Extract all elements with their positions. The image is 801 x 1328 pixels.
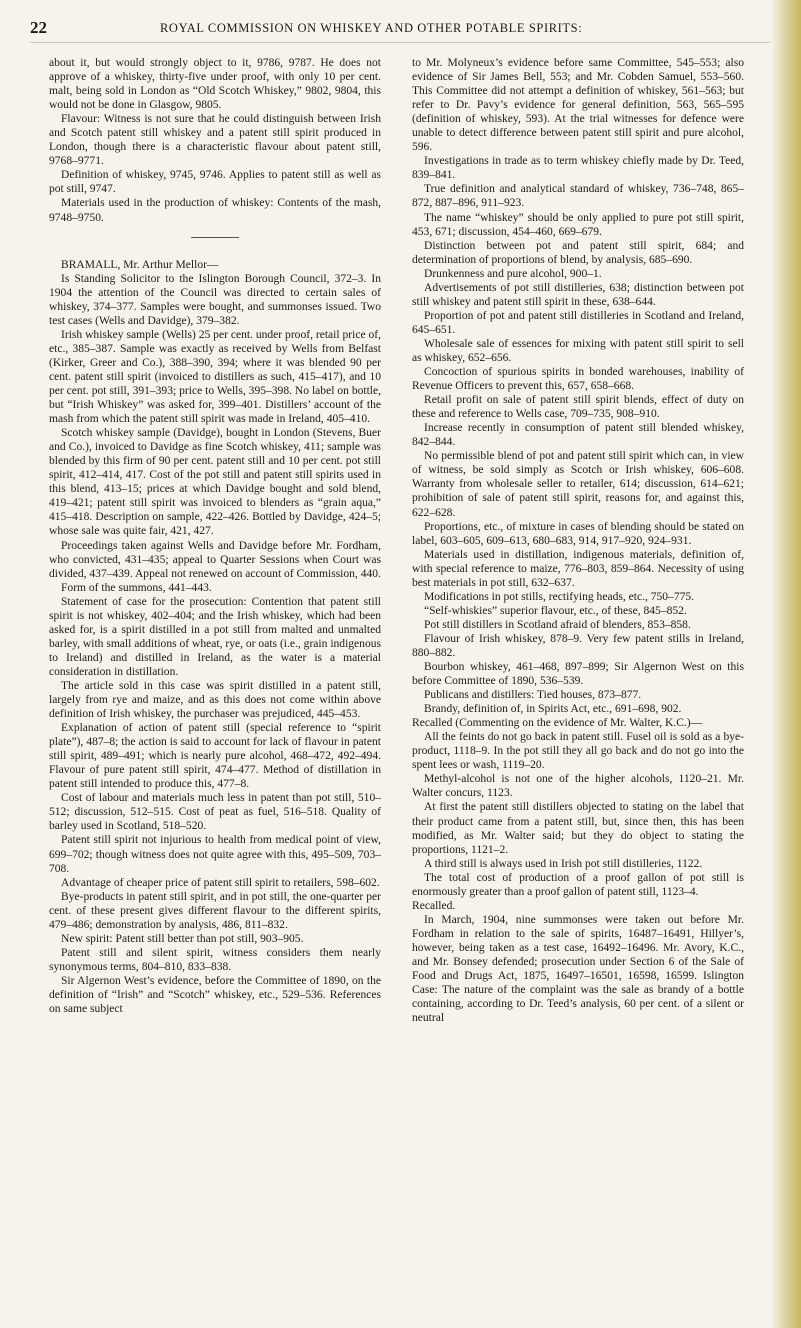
index-entry: Recalled (Commenting on the evidence of Mr. Walter, K.C.)—: [412, 717, 703, 730]
index-entry: True definition and analytical standard of whiskey, 736–748, 865–872, 887–896, 911–923.: [412, 183, 744, 210]
index-entry: Materials used in distillation, indigenous materials, definition of, with special reference to maize, 776–803, 859–864. Necessity of using best materials in pot still, 632–637.: [412, 548, 744, 589]
index-entry: Wholesale sale of essences for mixing with patent still spirit to sell as whiskey, 652–656.: [412, 337, 744, 364]
page-number: 22: [30, 18, 47, 37]
index-entry: Statement of case for the prosecution: Contention that patent still spirit is not whiskey, 402–404; and the Irish whiskey, which had been asked for, is a spirit distilled in a pot still from malted and unmalted barley, with small additions of wheat, rye, or oats (i.e., grain indigenous to Ireland) and distilled in Ireland, as the water is a material consideration in distillation.: [49, 595, 381, 678]
index-entry: Bye-products in patent still spirit, and in pot still, the one-quarter per cent. of these present gives different flavour to the different spirits, 479–486; demonstration by analysis, 486, 811–832.: [49, 890, 381, 931]
index-entry: Proportions, etc., of mixture in cases of blending should be stated on label, 603–605, 609–613, 680–683, 914, 917–920, 924–931.: [412, 520, 744, 547]
index-entry: Modifications in pot stills, rectifying heads, etc., 750–775.: [424, 590, 695, 603]
index-entry: Bourbon whiskey, 461–468, 897–899; Sir Algernon West on this before Committee of 1890, 536–539.: [412, 661, 744, 688]
index-entry: Sir Algernon West’s evidence, before the Committee of 1890, on the definition of “Irish” and “Scotch” whiskey, etc., 529–536. References on same subject: [49, 974, 381, 1016]
index-entry: Concoction of spurious spirits in bonded warehouses, inability of Revenue Officers to prevent this, 657, 658–668.: [412, 366, 744, 393]
index-entry: Brandy, definition of, in Spirits Act, etc., 691–698, 902.: [424, 703, 682, 716]
index-entry: A third still is always used in Irish pot still distilleries, 1122.: [424, 857, 703, 870]
index-entry: Patent still and silent spirit, witness considers them nearly synonymous terms, 804–810, 833–838.: [49, 946, 381, 973]
index-entry: “Self-whiskies” superior flavour, etc., of these, 845–852.: [424, 604, 687, 617]
index-entry: Drunkenness and pure alcohol, 900–1.: [424, 267, 602, 280]
index-entry: Advertisements of pot still distilleries, 638; distinction between pot still whiskey and patent still spirit in these, 638–644.: [412, 281, 744, 308]
index-entry: Patent still spirit not injurious to health from medical point of view, 699–702; though witness does not quite agree with this, 495–509, 703–708.: [49, 834, 381, 875]
witness-heading: BRAMALL, Mr. Arthur Mellor—: [61, 258, 219, 271]
index-entry: Advantage of cheaper price of patent still spirit to retailers, 598–602.: [61, 876, 380, 889]
index-entry: Publicans and distillers: Tied houses, 873–877.: [424, 689, 642, 702]
index-entry: The total cost of production of a proof gallon of pot still is enormously greater than a proof gallon of patent still, 1123–4.: [412, 871, 744, 898]
index-entry: In March, 1904, nine summonses were taken out before Mr. Fordham in relation to the sale of spirits, 16487–16491, Hillyer’s, however, being taken as a test case, 16492–16496. Mr. Avory, K.C., and Mr. Bonsey defended; prosecution under Section 6 of the Sale of Food and Drugs Act, 1875, 16497–16501, 16598, 16599. Islington Case: The nature of the complaint was the sale as brandy of a bottle containing, according to Dr. Teed’s analysis, 60 per cent. of a silent or neutral: [412, 913, 744, 1025]
index-entry: Investigations in trade as to term whiskey chiefly made by Dr. Teed, 839–841.: [412, 155, 744, 182]
index-entry: No permissible blend of pot and patent still spirit which can, in view of witness, be sold simply as Scotch or Irish whiskey, 606–608. Warranty from wholesale seller to retailer, 614; discussion, 614–621; prohibition of sale of patent still spirit, reasons for, and against this, 622–628.: [412, 450, 744, 519]
index-entry: Scotch whiskey sample (Davidge), bought in London (Stevens, Buer and Co.), invoiced to Davidge as fine Scotch whiskey, 411; sample was blended by this firm of 90 per cent. patent still and 10 per cent. pot still spirit, 412–414, 417. Cost of the pot still and patent still spirits used in this blend, 413–15; prices at which Davidge bought and sold blend, 419–421; patent still spirit was invoiced to blenders as “grain aqua,” 415–418. Description on sample, 422–426. Bottled by Davidge, 424–5; whose sale was quite fair, 421, 427.: [49, 427, 381, 538]
index-entry: New spirit: Patent still better than pot still, 903–905.: [61, 932, 304, 945]
index-entry: Distinction between pot and patent still spirit, 684; and determination of proportions of blend, by analysis, 685–690.: [412, 239, 744, 266]
index-entry: Proportion of pot and patent still distilleries in Scotland and Ireland, 645–651.: [412, 309, 744, 336]
index-entry: Retail profit on sale of patent still spirit blends, effect of duty on these and reference to Wells case, 709–735, 908–910.: [412, 394, 744, 421]
running-head: ROYAL COMMISSION ON WHISKEY AND OTHER POTABLE SPIRITS:: [160, 21, 583, 35]
index-entry: All the feints do not go back in patent still. Fusel oil is sold as a bye-product, 1118–9. In the pot still they all go back and do not go into the spent lees or wash, 1119–20.: [412, 731, 744, 772]
index-entry: Definition of whiskey, 9745, 9746. Applies to patent still as well as pot still, 9747.: [49, 169, 381, 196]
index-entry: to Mr. Molyneux’s evidence before same Committee, 545–553; also evidence of Sir James Bell, 553; and Mr. Cobden Samuel, 553–560. This Committee did not attempt a definition of whiskey, 561–563; but refer to Dr. Pavy’s evidence for general definition, 563, 565–595 (definition of whiskey, 593). At the trial witnesses for defence were unable to detect difference between patent still spirit and pure alcohol, 596.: [412, 57, 744, 154]
index-entry: Materials used in the production of whiskey: Contents of the mash, 9748–9750.: [49, 197, 381, 224]
index-entry: Increase recently in consumption of patent still blended whiskey, 842–844.: [412, 422, 744, 449]
index-entry: Flavour of Irish whiskey, 878–9. Very few patent stills in Ireland, 880–882.: [412, 632, 744, 659]
index-entry: Recalled.: [412, 899, 456, 912]
index-entry: Cost of labour and materials much less in patent than pot still, 510–512; discussion, 512–515. Cost of peat as fuel, 516–518. Quality of barley used in Scotland, 518–520.: [49, 792, 381, 833]
index-entry: Proceedings taken against Wells and Davidge before Mr. Fordham, who convicted, 431–435; appeal to Quarter Sessions when Court was divided, 437–439. Appeal not renewed on account of Commission, 440.: [49, 539, 381, 580]
index-entry: Irish whiskey sample (Wells) 25 per cent. under proof, retail price of, etc., 385–387. Sample was exactly as received by Wells from Belfast (Kirker, Greer and Co.), 388–390, 394; where it was blended 90 per cent. patent still spirit (invoiced to distillers as such, 415–417), and 10 per cent. pot still, 391–393; price to Wells, 395–398. No label on bottle, but “Irish Whiskey” was asked for, 399–401. Distillers’ account of the mash from which the patent still spirit was made in Ireland, 405–410.: [49, 328, 381, 426]
index-entry: The article sold in this case was spirit distilled in a patent still, largely from rye and maize, and as this does not come within above definition of Irish whiskey, the purchaser was prejudiced, 445–453.: [49, 679, 381, 721]
index-entry: At first the patent still distillers objected to stating on the label that their product came from a patent still, but, since then, this has been modified, as Mr. Walter said; but they do object to stating the proportions, 1121–2.: [412, 801, 744, 856]
index-entry: Explanation of action of patent still (special reference to “spirit plate”), 487–8; the action is said to account for lack of flavour in patent still spirit, 489–491; which is nearly pure alcohol, 468–472, 492–494. Flavour of pure patent still spirit, 474–477. Method of distillation in patent still intended to produce this, 477–8.: [49, 722, 381, 791]
index-entry: Form of the summons, 441–443.: [61, 581, 212, 594]
right-column: [412, 56, 744, 1318]
index-entry: Flavour: Witness is not sure that he could distinguish between Irish and Scotch patent still whiskey and a patent still spirit produced in London, though there is a characteristic flavour about patent still, 9768–9771.: [49, 113, 381, 168]
left-column: [49, 56, 381, 1318]
index-entry: The name “whiskey” should be only applied to pure pot still spirit, 453, 671; discussion, 454–460, 669–679.: [412, 211, 744, 238]
page-edge-discoloration: [771, 0, 801, 1328]
page-header: [30, 18, 770, 43]
index-entry: Methyl-alcohol is not one of the higher alcohols, 1120–21. Mr. Walter concurs, 1123.: [412, 773, 744, 800]
section-divider: [191, 237, 239, 238]
index-entry: about it, but would strongly object to it, 9786, 9787. He does not approve of a whiskey, thirty-five under proof, with only 10 per cent. malt, being sold in London as “Old Scotch Whiskey,” 9802, 9804, this would not be done in Glasgow, 9805.: [49, 57, 381, 112]
index-entry: Pot still distillers in Scotland afraid of blenders, 853–858.: [424, 618, 691, 631]
index-entry: Is Standing Solicitor to the Islington Borough Council, 372–3. In 1904 the attention of the Council was directed to certain sales of whiskey, 374–377. Samples were bought, and summonses issued. Two test cases (Wells and Davidge), 379–382.: [49, 272, 381, 327]
